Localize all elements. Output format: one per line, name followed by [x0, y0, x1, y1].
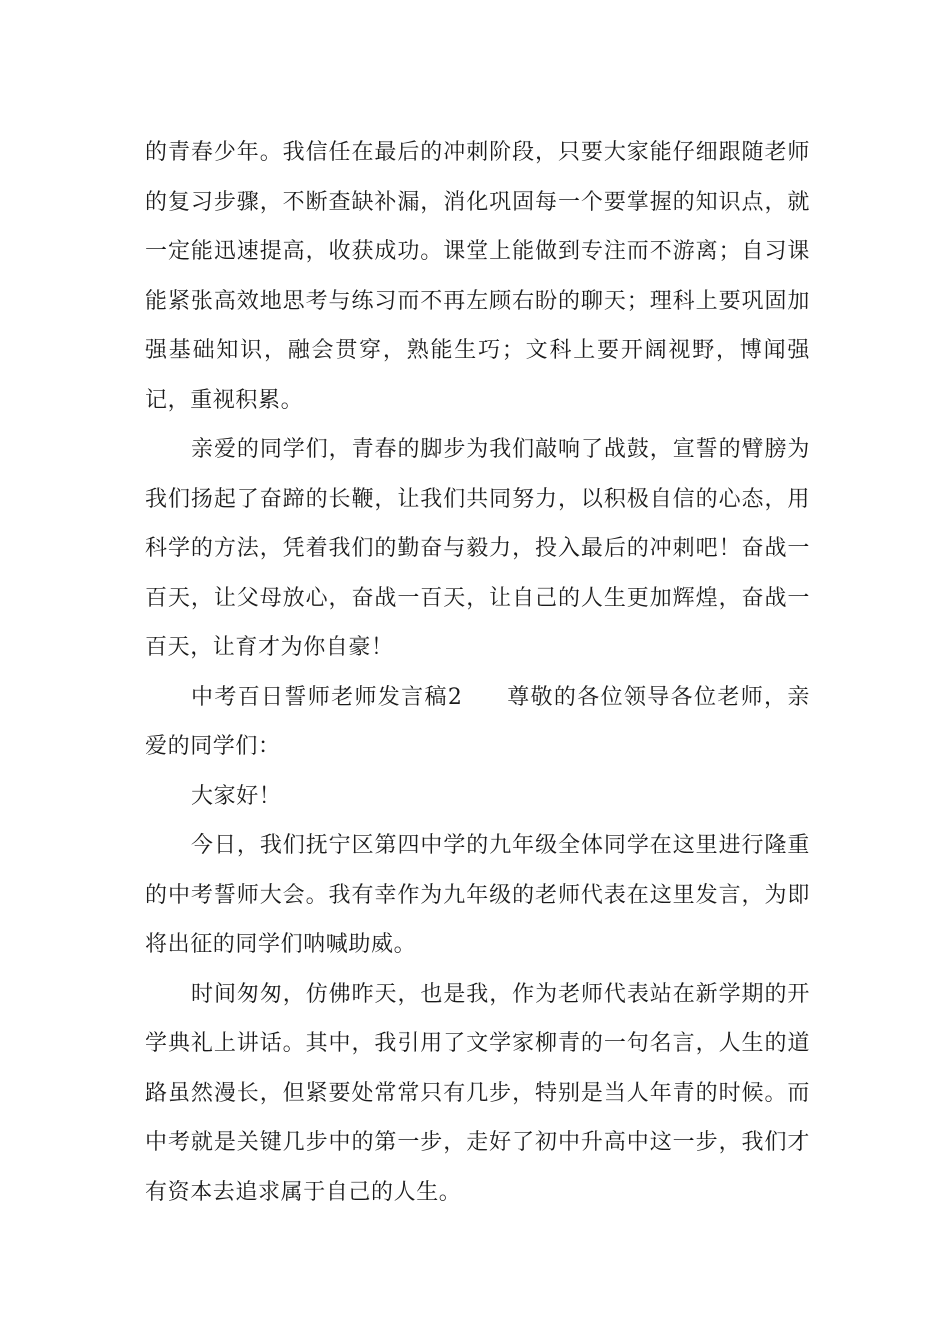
salutation: 尊敬的各位领导各位老师，亲爱的同学们： [145, 684, 810, 759]
paragraph-5: 今日，我们抚宁区第四中学的九年级全体同学在这里进行隆重的中考誓师大会。我有幸作为九年级的老师代表在这里发言，为即将出征的同学们呐喊助威。 [145, 833, 810, 957]
paragraph-3 [145, 673, 810, 772]
paragraph-greeting: 大家好！ [191, 783, 282, 809]
section-title: 中考百日誓师老师发言稿2 [191, 684, 463, 710]
paragraph-1: 的青春少年。我信任在最后的冲刺阶段，只要大家能仔细跟随老师的复习步骤，不断查缺补漏，消化巩固每一个要掌握的知识点，就一定能迅速提高，收获成功。课堂上能做到专注而不游离；自习课能紧张高效地思考与练习而不再左顾右盼的聊天；理科上要巩固加强基础知识，融会贯穿，熟能生巧；文科上要开阔视野，博闻强记，重视积累。 [145, 140, 810, 413]
paragraph-6: 时间匆匆，仿佛昨天，也是我，作为老师代表站在新学期的开学典礼上讲话。其中，我引用了文学家柳青的一句名言，人生的道路虽然漫长，但紧要处常常只有几步，特别是当人年青的时候。而中考就是关键几步中的第一步，走好了初中升高中这一步，我们才有资本去追求属于自己的人生。 [145, 981, 810, 1205]
document-body [145, 128, 810, 1217]
paragraph-2: 亲爱的同学们，青春的脚步为我们敲响了战鼓，宣誓的臂膀为我们扬起了奋蹄的长鞭，让我们共同努力，以积极自信的心态，用科学的方法，凭着我们的勤奋与毅力，投入最后的冲刺吧！奋战一百天，让父母放心，奋战一百天，让自己的人生更加辉煌，奋战一百天，让育才为你自豪！ [145, 437, 810, 660]
